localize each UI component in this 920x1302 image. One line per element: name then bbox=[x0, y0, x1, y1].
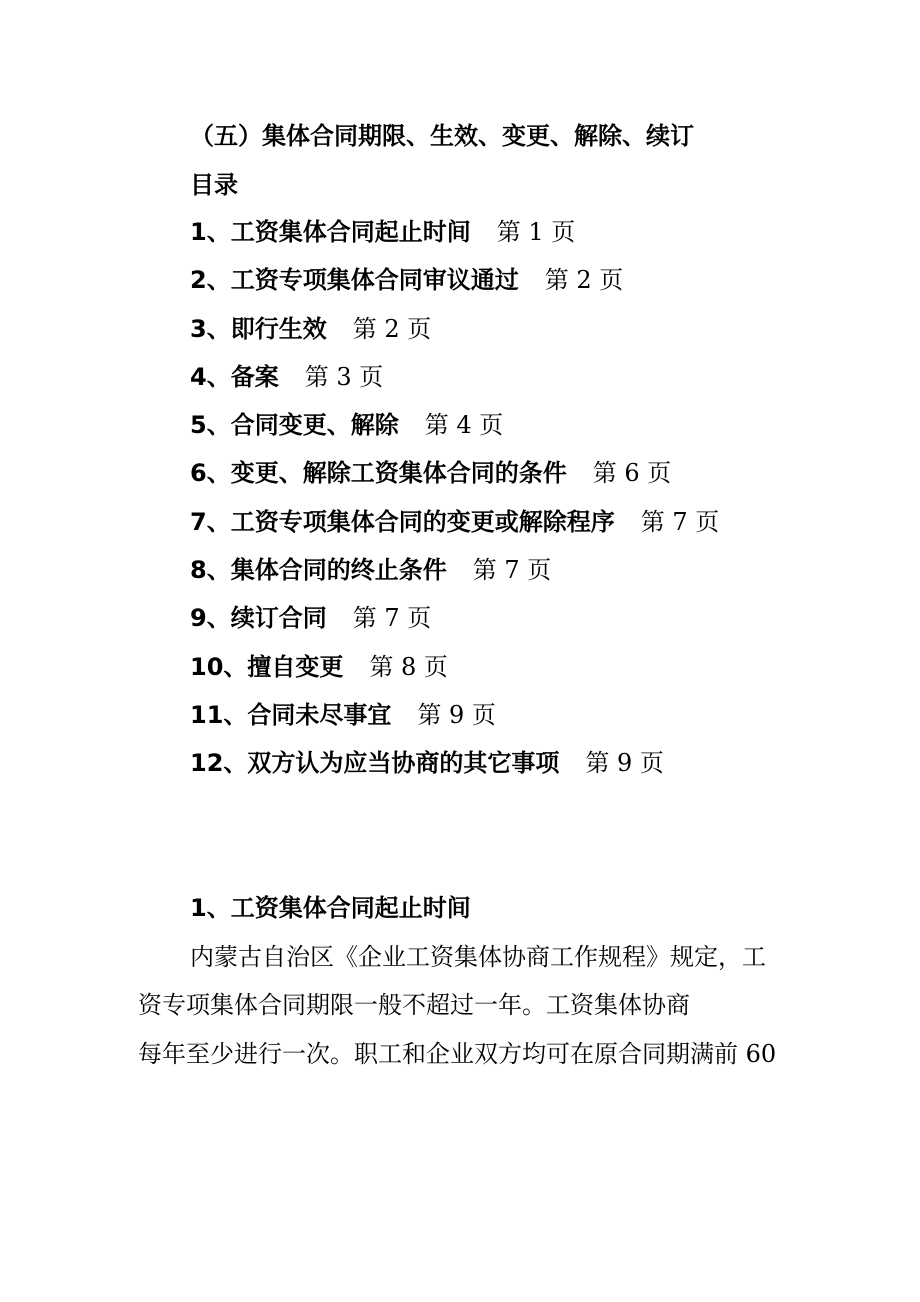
toc-entry[interactable] bbox=[190, 555, 719, 603]
body-text-line: 资专项集体合同期限一般不超过一年。工资集体协商 bbox=[138, 991, 690, 1019]
toc-entry-page: 第 3 页 bbox=[304, 362, 384, 391]
toc-entry[interactable] bbox=[190, 410, 719, 458]
toc-entry[interactable] bbox=[190, 700, 719, 748]
toc-entry[interactable] bbox=[190, 507, 719, 555]
toc-entry-label: 12、双方认为应当协商的其它事项 bbox=[190, 749, 560, 778]
toc-entry-page: 第 2 页 bbox=[352, 314, 432, 343]
toc-entry[interactable] bbox=[190, 603, 719, 651]
toc-entry-page: 第 7 页 bbox=[640, 507, 720, 536]
toc-entry-page: 第 8 页 bbox=[369, 652, 448, 681]
table-of-contents bbox=[190, 217, 719, 797]
toc-entry-page: 第 4 页 bbox=[424, 411, 504, 440]
toc-entry-page: 第 7 页 bbox=[472, 556, 552, 585]
toc-entry-label: 11、合同未尽事宜 bbox=[190, 700, 392, 729]
document-title: （五）集体合同期限、生效、变更、解除、续订 bbox=[190, 122, 694, 150]
section-heading: 1、工资集体合同起止时间 bbox=[190, 894, 471, 922]
toc-entry[interactable] bbox=[190, 748, 719, 796]
toc-entry-label: 10、擅自变更 bbox=[190, 652, 344, 681]
toc-entry[interactable] bbox=[190, 458, 719, 506]
toc-entry-label: 4、备案 bbox=[190, 362, 279, 391]
toc-entry-label: 3、即行生效 bbox=[190, 314, 327, 343]
toc-entry[interactable] bbox=[190, 265, 719, 313]
toc-entry[interactable] bbox=[190, 652, 719, 700]
toc-entry[interactable] bbox=[190, 314, 719, 362]
body-text-line: 每年至少进行一次。职工和企业双方均可在原合同期满前 60 bbox=[138, 1040, 777, 1068]
toc-entry-label: 7、工资专项集体合同的变更或解除程序 bbox=[190, 507, 615, 536]
toc-heading: 目录 bbox=[190, 171, 238, 199]
toc-entry[interactable] bbox=[190, 217, 719, 265]
toc-entry[interactable] bbox=[190, 362, 719, 410]
toc-entry-page: 第 1 页 bbox=[496, 218, 576, 246]
body-text-line: 内蒙古自治区《企业工资集体协商工作规程》规定，工 bbox=[190, 943, 766, 971]
toc-entry-page: 第 9 页 bbox=[417, 700, 496, 729]
toc-entry-page: 第 7 页 bbox=[352, 604, 432, 633]
toc-entry-label: 5、合同变更、解除 bbox=[190, 411, 399, 440]
toc-entry-label: 6、变更、解除工资集体合同的条件 bbox=[190, 459, 567, 488]
toc-entry-label: 9、续订合同 bbox=[190, 604, 327, 633]
toc-entry-page: 第 6 页 bbox=[592, 459, 672, 488]
toc-entry-label: 1、工资集体合同起止时间 bbox=[190, 218, 471, 246]
toc-entry-page: 第 2 页 bbox=[544, 266, 624, 295]
toc-entry-label: 8、集体合同的终止条件 bbox=[190, 556, 447, 585]
toc-entry-page: 第 9 页 bbox=[585, 749, 664, 778]
toc-entry-label: 2、工资专项集体合同审议通过 bbox=[190, 266, 519, 295]
